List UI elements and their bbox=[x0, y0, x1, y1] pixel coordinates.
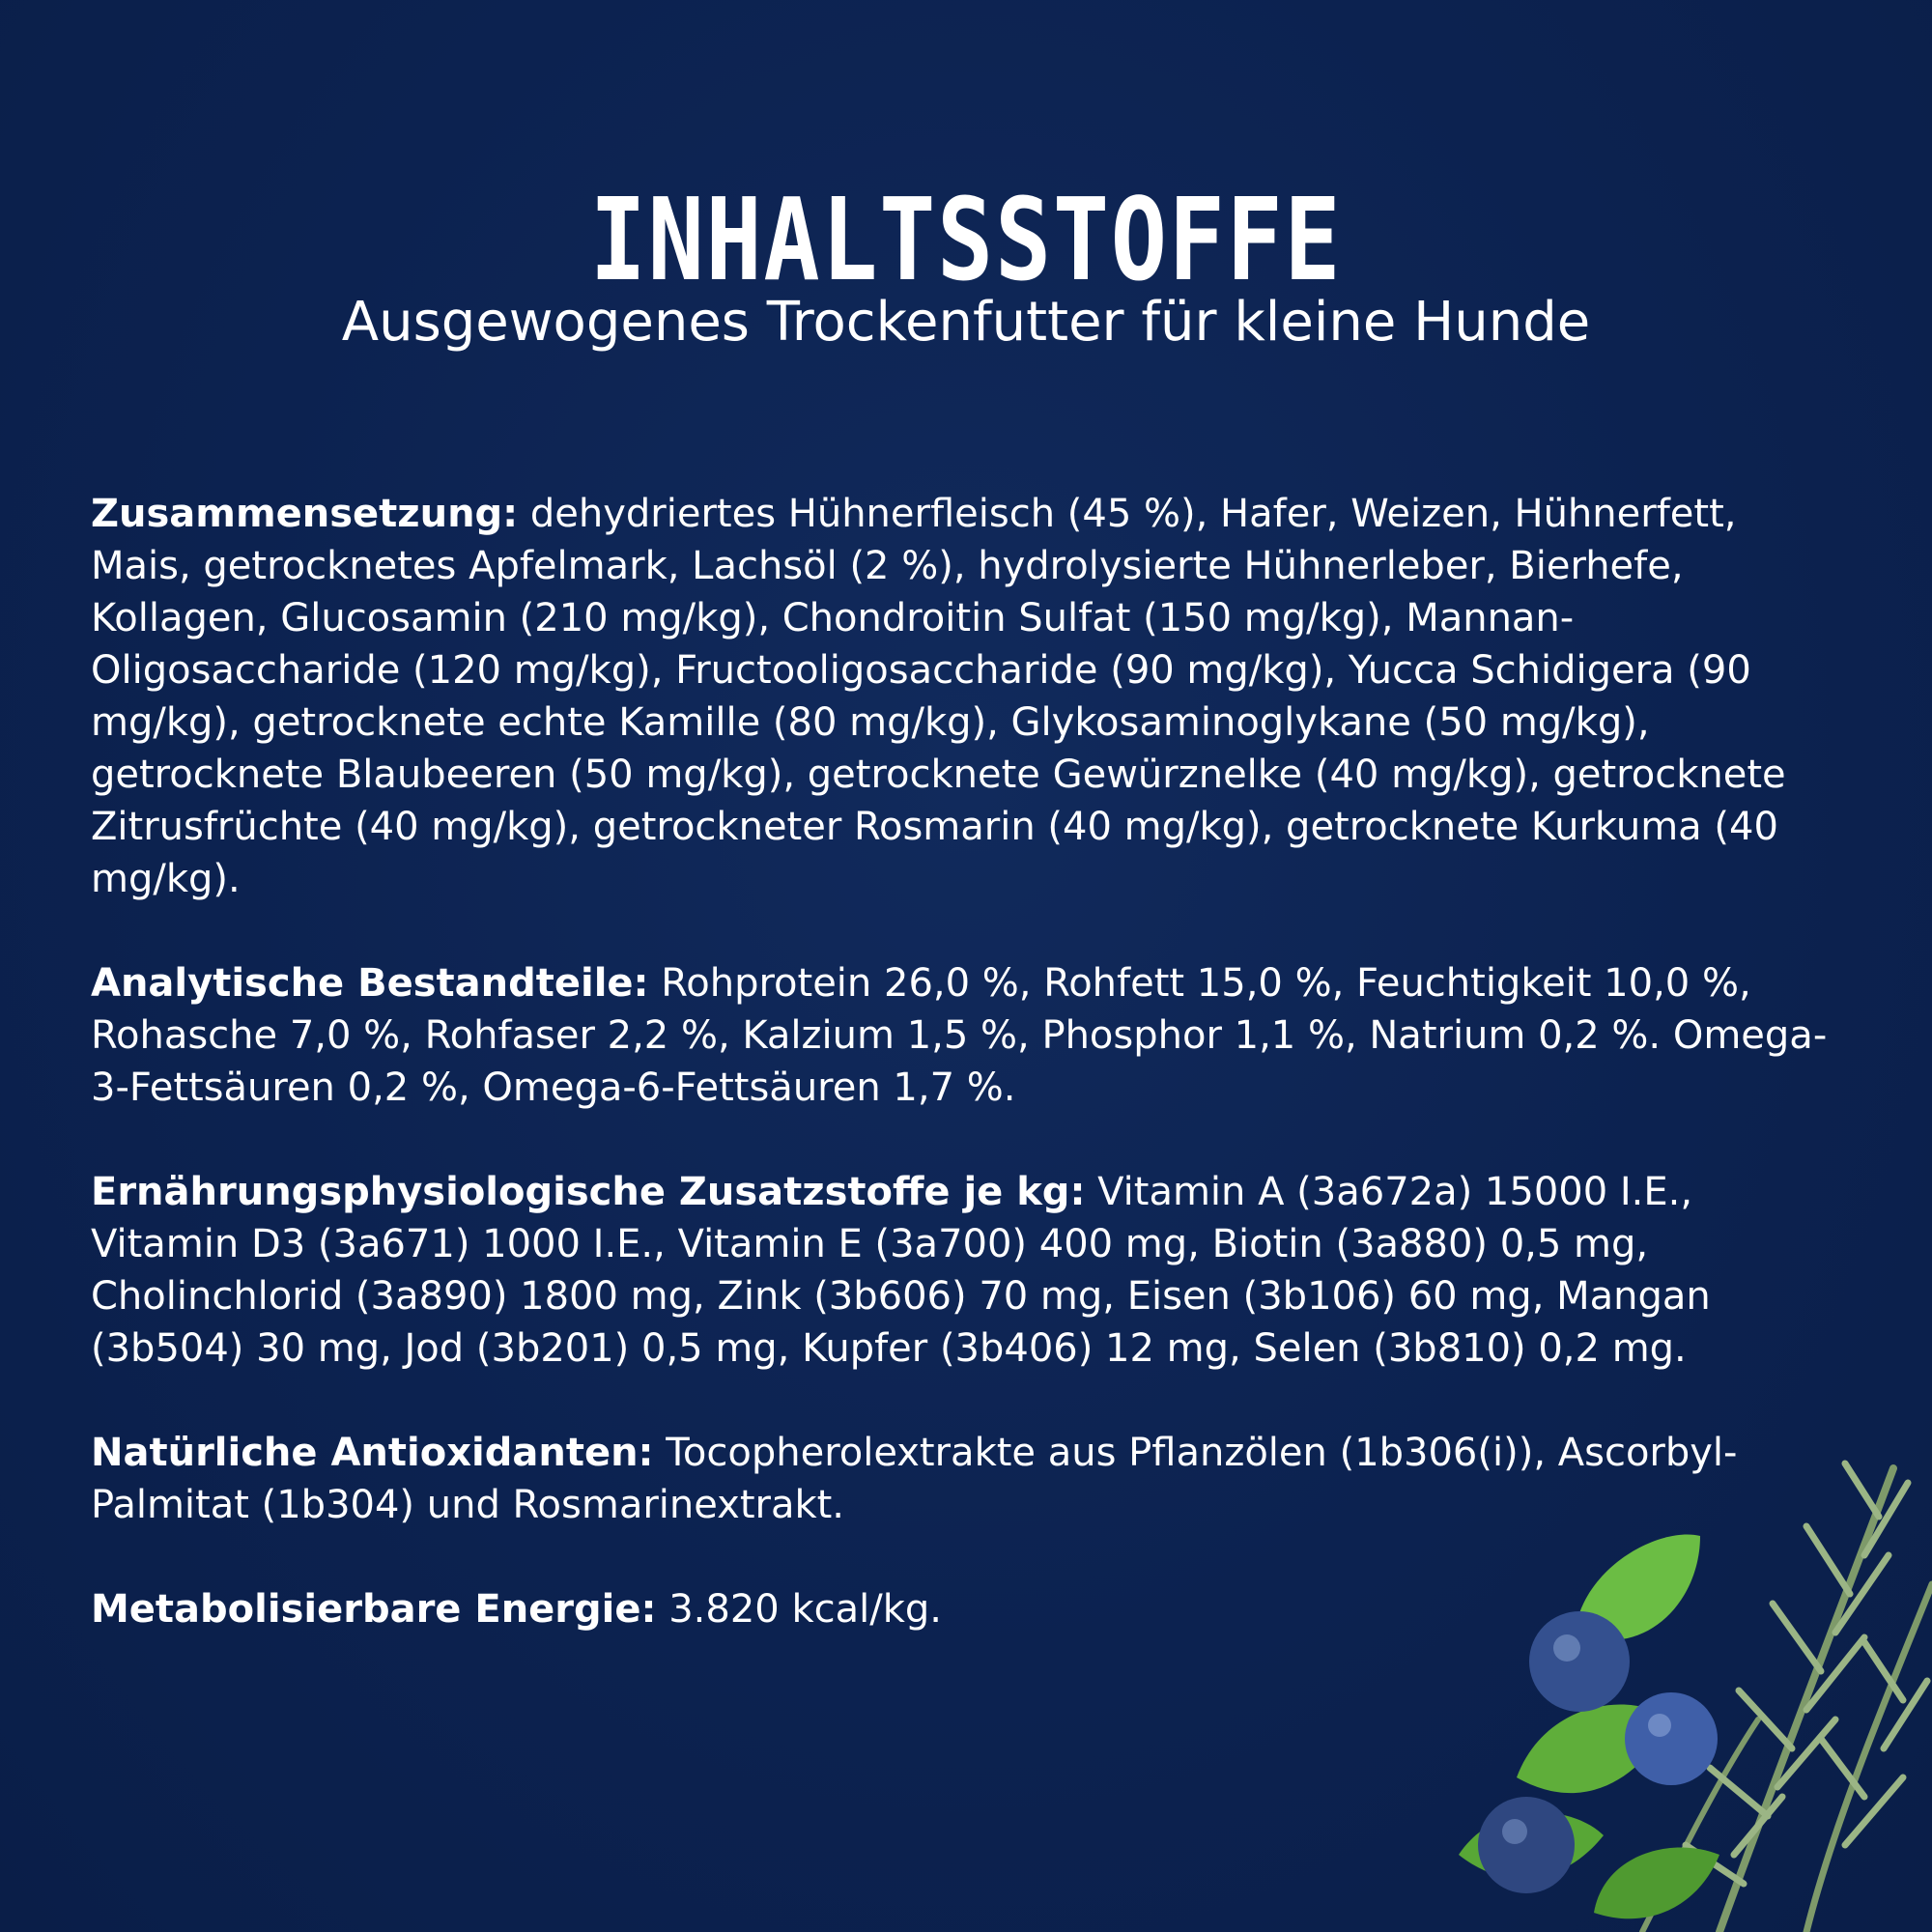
section-label: Metabolisierbare Energie: bbox=[91, 1587, 657, 1632]
section-analytical-constituents bbox=[91, 957, 1830, 1114]
section-text: Vitamin A (3a672a) 15000 I.E., Vitamin D3 (3a671) 1000 I.E., Vitamin E (3a700) 400 mg, Biotin (3a880) 0,5 mg, Cholinchlorid (3a890) 1800 mg, Zink (3b606) 70 mg, Eisen (3b106) 60 mg, Mangan (3b504) 30 mg, Jod (3b201) 0,5 mg, Kupfer (3b406) 12 mg, Selen (3b810) 0,2 mg. bbox=[91, 1170, 1711, 1371]
section-text: 3.820 kcal/kg. bbox=[668, 1587, 942, 1632]
page-title: INHALTSSTOFFE bbox=[589, 173, 1343, 307]
section-text: dehydriertes Hühnerfleisch (45 %), Hafer, Weizen, Hühnerfett, Mais, getrocknetes Apfelmark, Lachsöl (2 %), hydrolysierte Hühnerleber, Bierhefe, Kollagen, Glucosamin (210 mg/kg), Chondroitin Sulfat (150 mg/kg), Mannan-Oligosaccharide (120 mg/kg), Fructooligosaccharide (90 mg/kg), Yucca Schidigera (90 mg/kg), getrocknete echte Kamille (80 mg/kg), Glykosaminoglykane (50 mg/kg), getrocknete Blaubeeren (50 mg/kg), getrocknete Gewürznelke (40 mg/kg), getrocknete Zitrusfrüchte (40 mg/kg), getrockneter Rosmarin (40 mg/kg), getrocknete Kurkuma (40 mg/kg). bbox=[91, 492, 1786, 901]
blueberry-rosemary-illustration-icon bbox=[1352, 1430, 1932, 1932]
section-composition bbox=[91, 488, 1830, 905]
section-additives bbox=[91, 1166, 1830, 1375]
section-label: Analytische Bestandteile: bbox=[91, 961, 649, 1006]
section-label: Ernährungsphysiologische Zusatzstoffe je kg: bbox=[91, 1170, 1086, 1214]
page-subtitle: Ausgewogenes Trockenfutter für kleine Hunde bbox=[341, 291, 1591, 354]
section-text: Tocopherolextrakte aus Pflanzölen (1b306(i)), Ascorbyl-Palmitat (1b304) und Rosmarinextrakt. bbox=[91, 1431, 1738, 1527]
section-label: Natürliche Antioxidanten: bbox=[91, 1431, 654, 1475]
section-text: Rohprotein 26,0 %, Rohfett 15,0 %, Feuchtigkeit 10,0 %, Rohasche 7,0 %, Rohfaser 2,2 %, Kalzium 1,5 %, Phosphor 1,1 %, Natrium 0,2 %. Omega-3-Fettsäuren 0,2 %, Omega-6-Fettsäuren 1,7 %. bbox=[91, 961, 1828, 1110]
rosemary-needles bbox=[1686, 1463, 1927, 1884]
section-label: Zusammensetzung: bbox=[91, 492, 519, 536]
